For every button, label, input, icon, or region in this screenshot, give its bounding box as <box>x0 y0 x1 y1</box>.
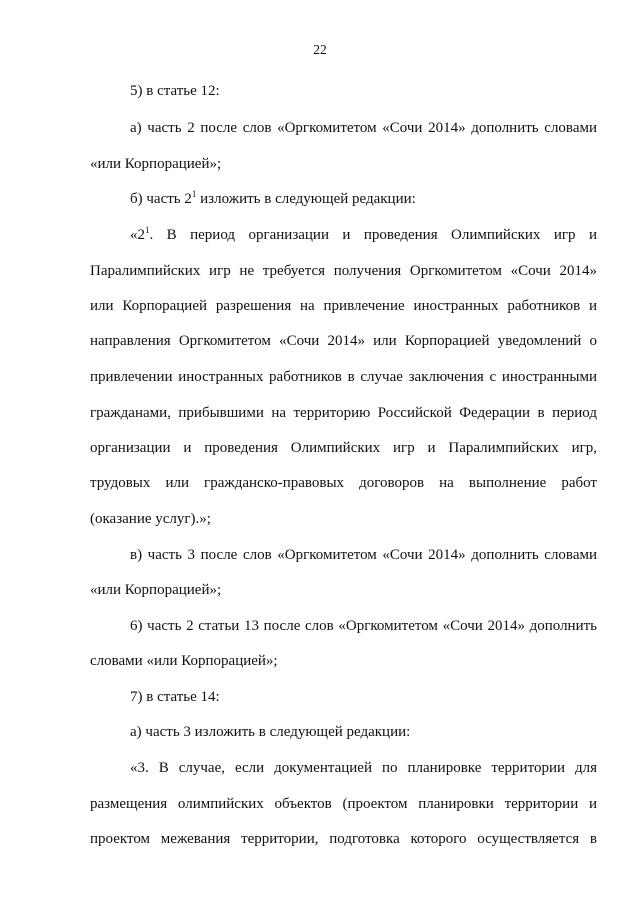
item-5v-line-2: «или Корпорацией»; <box>90 582 222 598</box>
quote-superscript: 1 <box>145 225 150 235</box>
quote-text-1: . В период организации и проведения Олимпийских игр и <box>149 227 597 243</box>
quoted-paragraph-line-6: гражданами, прибывшими на территорию Российской Федерации в период <box>90 405 597 421</box>
item-5a-line-1: а) часть 2 после слов «Оргкомитетом «Сочи 2014» дополнить словами <box>130 120 597 136</box>
item-5b-text-end: изложить в следующей редакции: <box>196 191 416 207</box>
quote-start: «2 <box>130 227 145 243</box>
item-7-heading: 7) в статье 14: <box>130 689 220 705</box>
item-7a-quote-line-2: размещения олимпийских объектов (проектом планировки территории и <box>90 796 597 812</box>
quoted-paragraph-line-7: организации и проведения Олимпийских игр и Паралимпийских игр, <box>90 440 597 456</box>
item-7a-line: а) часть 3 изложить в следующей редакции: <box>130 724 411 740</box>
quoted-paragraph-line-4: направления Оргкомитетом «Сочи 2014» или Корпорацией уведомлений о <box>90 333 597 349</box>
item-5-heading: 5) в статье 12: <box>130 83 220 99</box>
item-5b-superscript: 1 <box>191 189 197 199</box>
quoted-paragraph-line-2: Паралимпийских игр не требуется получения Оргкомитетом «Сочи 2014» <box>90 263 597 279</box>
quoted-paragraph-line-8: трудовых или гражданско-правовых договоров на выполнение работ <box>90 475 597 491</box>
quoted-paragraph-line-3: или Корпорацией разрешения на привлечение иностранных работников и <box>90 298 597 314</box>
quoted-paragraph-line-9: (оказание услуг).»; <box>90 511 211 527</box>
quoted-paragraph-line-5: привлечении иностранных работников в случае заключения с иностранными <box>90 369 597 385</box>
page-number: 22 <box>313 42 327 57</box>
item-5a-line-2: «или Корпорацией»; <box>90 156 222 172</box>
item-6-line-1: 6) часть 2 статьи 13 после слов «Оргкомитетом «Сочи 2014» дополнить <box>130 618 597 634</box>
item-5v-line-1: в) часть 3 после слов «Оргкомитетом «Сочи 2014» дополнить словами <box>130 547 597 563</box>
item-7a-quote-line-1: «3. В случае, если документацией по планировке территории для <box>130 760 597 776</box>
item-6-line-2: словами «или Корпорацией»; <box>90 653 278 669</box>
quoted-paragraph-line-1 <box>130 226 597 244</box>
item-5b-line <box>130 190 597 208</box>
item-5b-text-start: б) часть 2 <box>130 191 192 207</box>
item-7a-quote-line-3: проектом межевания территории, подготовка которого осуществляется в <box>90 831 597 847</box>
